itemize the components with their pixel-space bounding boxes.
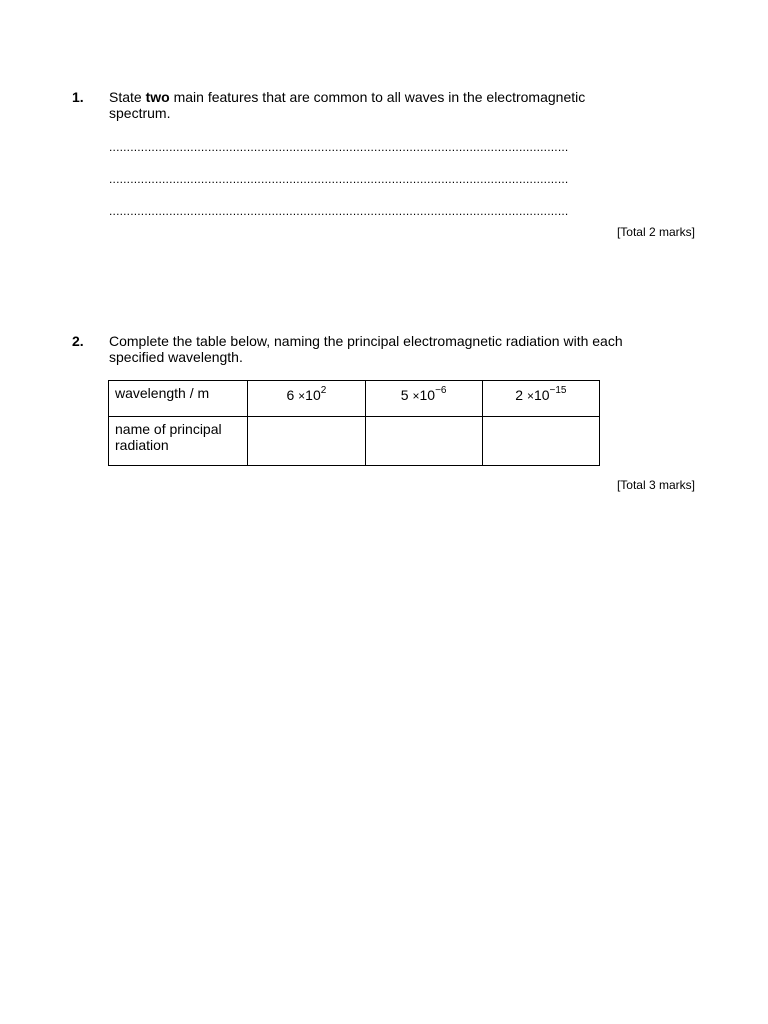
times-symbol: × [526,389,534,403]
wavelength-cell-1 [248,381,365,417]
question-1-text-start: State [109,89,146,105]
wavelength-cell-2 [365,381,482,417]
question-1-marks: [Total 2 marks] [616,225,695,239]
radiation-name-header: name of principal radiation [109,417,248,466]
wavelength-1-base: 10 [305,387,321,403]
table-row-radiation-name [109,417,600,466]
answer-line-3[interactable]: .................................................................................................................................. [109,204,569,218]
table-row-wavelength [109,381,600,417]
question-2-text: Complete the table below, naming the principal electromagnetic radiation with each specified wavelength. [109,333,623,365]
wavelength-2-base: 10 [419,387,436,403]
wavelength-2-mantissa: 5 [400,387,409,403]
answer-line-2[interactable]: .................................................................................................................................. [109,172,569,186]
answer-line-1[interactable]: .................................................................................................................................. [109,140,569,154]
question-2-marks: [Total 3 marks] [616,478,695,492]
wavelength-1-exponent: 2 [320,385,327,397]
wavelength-table [108,380,600,466]
wavelength-header: wavelength / m [109,381,248,417]
wavelength-3-exponent: −15 [549,385,567,397]
question-1-bold-word: two [145,89,170,105]
times-symbol: × [298,389,306,403]
question-2-number: 2. [72,333,84,349]
radiation-answer-cell-3[interactable] [482,417,599,466]
question-1-text-end: main features that are common to all waves in the electromagnetic spectrum. [109,89,586,121]
wavelength-3-mantissa: 2 [515,387,524,403]
wavelength-2-exponent: −6 [435,385,447,397]
wavelength-cell-3 [482,381,599,417]
question-1-number: 1. [72,89,84,105]
wavelength-1-mantissa: 6 [286,387,295,403]
radiation-answer-cell-2[interactable] [365,417,482,466]
wavelength-3-base: 10 [533,387,550,403]
radiation-answer-cell-1[interactable] [248,417,365,466]
question-1-text [109,89,649,121]
times-symbol: × [412,389,420,403]
